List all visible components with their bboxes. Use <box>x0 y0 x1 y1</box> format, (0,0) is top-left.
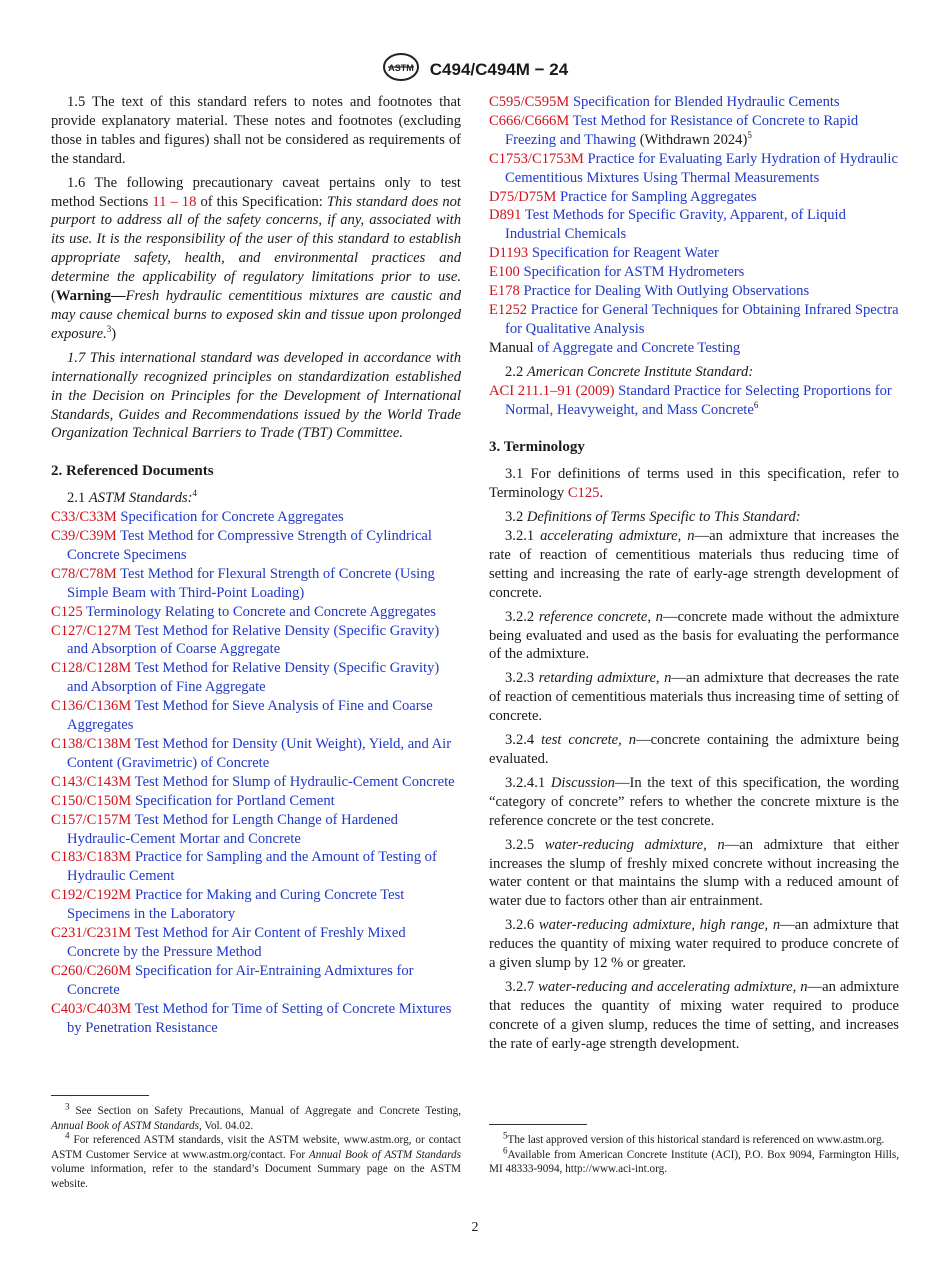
definition-term: test concrete, n <box>541 732 637 749</box>
reference-title[interactable]: Practice for Sampling Aggregates <box>559 188 757 205</box>
footnote-rule <box>51 1095 149 1096</box>
reference-item[interactable] <box>51 811 461 849</box>
definition-term: Discussion <box>550 774 615 791</box>
reference-title[interactable]: Specification for Reagent Water <box>531 245 719 262</box>
definition-term: retarding admixture, n <box>538 670 672 687</box>
reference-item[interactable] <box>51 508 461 527</box>
reference-designation[interactable]: C192/C192M <box>51 887 132 904</box>
definition-item: 3.2.3 retarding admixture, n—an admixture that decreases the rate of reaction of cementitious materials thus increasing time of setting of concrete. <box>489 670 899 725</box>
definition-item: 3.2.7 water-reducing and accelerating admixture, n—an admixture that reduces the quantity of mixing water required to produce concrete of a given slump, reduces the time of setting, and increases the rate of early-age strength development. <box>489 978 899 1052</box>
reference-designation[interactable]: C136/C136M <box>51 698 132 715</box>
para-1-5: 1.5 The text of this standard refers to notes and footnotes that provide explanatory material. These notes and footnotes (excluding those in tables and figures) shall not be considered as requirements of the standard. <box>51 94 461 167</box>
reference-title[interactable]: Practice for Dealing With Outlying Observations <box>523 283 810 300</box>
reference-designation[interactable]: C260/C260M <box>51 962 132 979</box>
reference-item[interactable] <box>51 848 461 886</box>
reference-item[interactable] <box>489 112 899 150</box>
reference-title[interactable]: Test Method for Length Change of Hardened Hydraulic-Cement Mortar and Concrete <box>67 811 398 847</box>
reference-designation[interactable]: C1753/C1753M <box>489 150 584 167</box>
left-column <box>51 93 461 1038</box>
reference-item[interactable] <box>51 735 461 773</box>
section-heading-2: 2. Referenced Documents <box>51 463 214 480</box>
reference-title[interactable]: Specification for Air-Entraining Admixtures for Concrete <box>67 962 414 998</box>
astm-reference-list-continued <box>489 93 899 339</box>
reference-item[interactable] <box>51 622 461 660</box>
reference-item[interactable] <box>51 773 461 792</box>
logo-text: ASTM <box>388 63 414 73</box>
para-3-1: 3.1 For definitions of terms used in this specification, refer to Terminology C125. <box>489 466 899 502</box>
reference-item[interactable] <box>489 150 899 188</box>
reference-designation[interactable]: C143/C143M <box>51 773 132 790</box>
reference-item[interactable] <box>489 244 899 263</box>
reference-item[interactable] <box>489 301 899 339</box>
footnote-6: $^6$Available from American Concrete Institute (ACI), P.O. Box 9094, Farmington Hills, MI 48333-9094, http://www.aci-int.org. <box>489 1144 899 1175</box>
definitions-list <box>489 527 899 1054</box>
para-3-2: 3.2 Definitions of Terms Specific to This Standard: <box>505 509 801 526</box>
reference-item[interactable] <box>51 603 461 622</box>
definition-item: 3.2.1 accelerating admixture, n—an admixture that increases the rate of reaction of cementitious materials thus reducing time of setting and increasing the rate of early-age strength development of concrete. <box>489 528 899 601</box>
reference-title[interactable]: Specification for Blended Hydraulic Cements <box>572 94 840 110</box>
footnote-ref: 3 <box>106 324 112 335</box>
reference-item[interactable] <box>51 924 461 962</box>
definition-item: 3.2.5 water-reducing admixture, n—an admixture that either increases the slump of freshly mixed concrete without increasing the water content or that maintains the slump with a reduced amount of water due to factors other than air entrainment. <box>489 836 899 910</box>
reference-item[interactable] <box>489 263 899 282</box>
reference-designation[interactable]: C666/C666M <box>489 112 570 129</box>
reference-item[interactable] <box>51 792 461 811</box>
reference-designation[interactable]: C157/C157M <box>51 811 132 828</box>
page-header <box>0 52 950 87</box>
astm-logo-icon <box>382 52 420 82</box>
reference-item[interactable] <box>489 93 899 112</box>
reference-title[interactable]: Test Method for Relative Density (Specific Gravity) and Absorption of Fine Aggregate <box>67 660 440 696</box>
reference-designation[interactable]: C33/C33M <box>51 509 117 526</box>
reference-item[interactable] <box>51 659 461 697</box>
reference-designation[interactable]: C128/C128M <box>51 660 132 677</box>
reference-designation[interactable]: E1252 <box>489 301 528 318</box>
manual-link[interactable]: of Aggregate and Concrete Testing <box>537 339 741 356</box>
right-column <box>489 93 899 1059</box>
reference-note: (Withdrawn 2024) <box>636 131 748 148</box>
right-footnotes <box>489 1130 899 1177</box>
para-1-6: 1.6 The following precautionary caveat pertains only to test method Sections 11 – 18 of this Specification: This standard does not purport to address all of the safety concerns, if any, associated with its use. It is the responsibility of the user of this standard to establish appropriate safety, health, and environmental practices and determine the applicability of regulatory limitations prior to use. (Warning—Fresh hydraulic cementitious mixtures are caustic and may cause chemical burns to exposed skin and tissue upon prolonged exposure.$^3$) <box>51 174 461 342</box>
definition-term: water-reducing admixture, high range, n <box>538 917 781 934</box>
reference-title[interactable]: Test Method for Flexural Strength of Concrete (Using Simple Beam with Third-Point Loading) <box>67 565 435 601</box>
reference-title[interactable]: Specification for ASTM Hydrometers <box>523 264 745 281</box>
reference-item[interactable] <box>51 1000 461 1038</box>
footnote-4: $^4$ For referenced ASTM standards, visit the ASTM website, www.astm.org, or contact ASTM Customer Service at www.astm.org/contact. For Annual Book of ASTM Standards volume information, refer to the standard’s Document Summary page on the ASTM website. <box>51 1130 461 1190</box>
astm-logo <box>382 52 420 87</box>
reference-title[interactable]: Terminology Relating to Concrete and Concrete Aggregates <box>86 603 436 620</box>
reference-designation[interactable]: E100 <box>489 264 520 281</box>
footnote-3: $^3$ See Section on Safety Precautions, Manual of Aggregate and Concrete Testing, Annual Book of ASTM Standards, Vol. 04.02. <box>51 1101 461 1132</box>
reference-title[interactable]: Test Method for Sieve Analysis of Fine and Coarse Aggregates <box>67 698 433 734</box>
reference-title[interactable]: Test Method for Compressive Strength of Cylindrical Concrete Specimens <box>67 528 432 563</box>
reference-item[interactable] <box>51 962 461 1000</box>
reference-title[interactable]: Test Method for Air Content of Freshly Mixed Concrete by the Pressure Method <box>67 925 406 960</box>
reference-title[interactable]: Test Method for Time of Setting of Concrete Mixtures by Penetration Resistance <box>67 1000 452 1036</box>
reference-designation[interactable]: C78/C78M <box>51 565 117 582</box>
reference-title[interactable]: Test Method for Density (Unit Weight), Yield, and Air Content (Gravimetric) of Concrete <box>67 736 452 771</box>
reference-item[interactable] <box>51 697 461 735</box>
document-designation: C494/C494M − 24 <box>429 59 569 79</box>
reference-title[interactable]: Test Method for Resistance of Concrete to Rapid Freezing and Thawing <box>505 112 859 148</box>
definition-term: reference concrete, n <box>538 608 663 625</box>
reference-designation[interactable]: E178 <box>489 283 520 300</box>
reference-designation[interactable]: D1193 <box>489 245 529 262</box>
reference-item[interactable] <box>489 206 899 244</box>
left-footnotes <box>51 1101 461 1191</box>
reference-designation[interactable]: C125 <box>51 603 83 620</box>
definition-term: accelerating admixture, n <box>540 528 695 545</box>
reference-designation[interactable]: C150/C150M <box>51 792 132 809</box>
definition-term: water-reducing and accelerating admixture, n <box>538 978 808 995</box>
reference-title[interactable]: Test Method for Relative Density (Specific Gravity) and Absorption of Coarse Aggregate <box>67 622 440 658</box>
definition-item: 3.2.4.1 Discussion—In the text of this specification, the wording “category of concrete” refers to whether the concrete mixture is the reference concrete or the test concrete. <box>489 774 900 829</box>
section-heading-3: 3. Terminology <box>489 439 585 456</box>
reference-title[interactable]: Practice for Evaluating Early Hydration of Hydraulic Cementitious Mixtures Using Thermal Measurements <box>505 150 898 186</box>
reference-title[interactable]: Specification for Portland Cement <box>134 792 335 809</box>
para-2-2: 2.2 American Concrete Institute Standard: <box>505 363 754 380</box>
sections-link[interactable]: 11 – 18 <box>152 193 197 210</box>
definition-item: 3.2.2 reference concrete, n—concrete made without the admixture being evaluated and used as the basis for evaluating the performance of the admixture. <box>489 608 900 663</box>
para-2-1: 2.1 ASTM Standards:$^4$ <box>67 488 198 507</box>
c125-link[interactable]: C125 <box>567 485 600 502</box>
reference-item[interactable] <box>489 282 899 301</box>
reference-title[interactable]: Test Methods for Specific Gravity, Apparent, of Liquid Industrial Chemicals <box>505 207 846 243</box>
astm-reference-list <box>51 508 461 1037</box>
reference-item[interactable] <box>51 886 461 924</box>
footnote-ref: 5 <box>747 129 752 140</box>
reference-title[interactable]: Specification for Concrete Aggregates <box>120 509 344 526</box>
manual-reference: Manual of Aggregate and Concrete Testing <box>489 339 741 356</box>
definition-term: water-reducing admixture, n <box>544 836 725 853</box>
page-number: 2 <box>471 1220 479 1235</box>
reference-designation[interactable]: C39/C39M <box>51 528 117 545</box>
reference-designation[interactable]: C231/C231M <box>51 925 132 942</box>
reference-designation[interactable]: C595/C595M <box>489 94 570 110</box>
reference-designation[interactable]: D75/D75M <box>489 188 557 205</box>
footnote-5: $^5$The last approved version of this historical standard is referenced on www.astm.org. <box>503 1130 885 1146</box>
definition-item: 3.2.4 test concrete, n—concrete containing the admixture being evaluated. <box>489 732 899 767</box>
reference-designation[interactable]: C127/C127M <box>51 622 132 639</box>
reference-designation[interactable]: D891 <box>489 207 522 224</box>
reference-item[interactable] <box>51 527 461 565</box>
aci-reference[interactable]: ACI 211.1–91 (2009) Standard Practice for Selecting Proportions for Normal, Heavyweight, and Mass Concrete$^6$ <box>489 382 892 418</box>
para-1-7: 1.7 This international standard was developed in accordance with internationally recognized principles on standardization established in the Decision on Principles for the Development of International Standards, Guides and Recommendations issued by the World Trade Organization Technical Barriers to Trade (TBT) Committee. <box>51 349 461 442</box>
reference-designation[interactable]: C403/C403M <box>51 1000 132 1017</box>
reference-title[interactable]: Test Method for Slump of Hydraulic-Cement Concrete <box>134 773 455 790</box>
reference-designation[interactable]: C138/C138M <box>51 736 132 752</box>
reference-item[interactable] <box>489 188 899 207</box>
reference-designation[interactable]: C183/C183M <box>51 849 132 866</box>
reference-title[interactable]: Practice for Sampling and the Amount of Testing of Hydraulic Cement <box>67 849 437 885</box>
footnote-rule-right <box>489 1124 587 1125</box>
reference-title[interactable]: Practice for General Techniques for Obtaining Infrared Spectra for Qualitative Analysis <box>505 301 899 337</box>
definition-item: 3.2.6 water-reducing admixture, high range, n—an admixture that reduces the quantity of mixing water required to produce concrete of a given slump by 12 % or greater. <box>489 917 899 972</box>
reference-title[interactable]: Practice for Making and Curing Concrete Test Specimens in the Laboratory <box>67 887 405 923</box>
reference-item[interactable] <box>51 565 461 603</box>
